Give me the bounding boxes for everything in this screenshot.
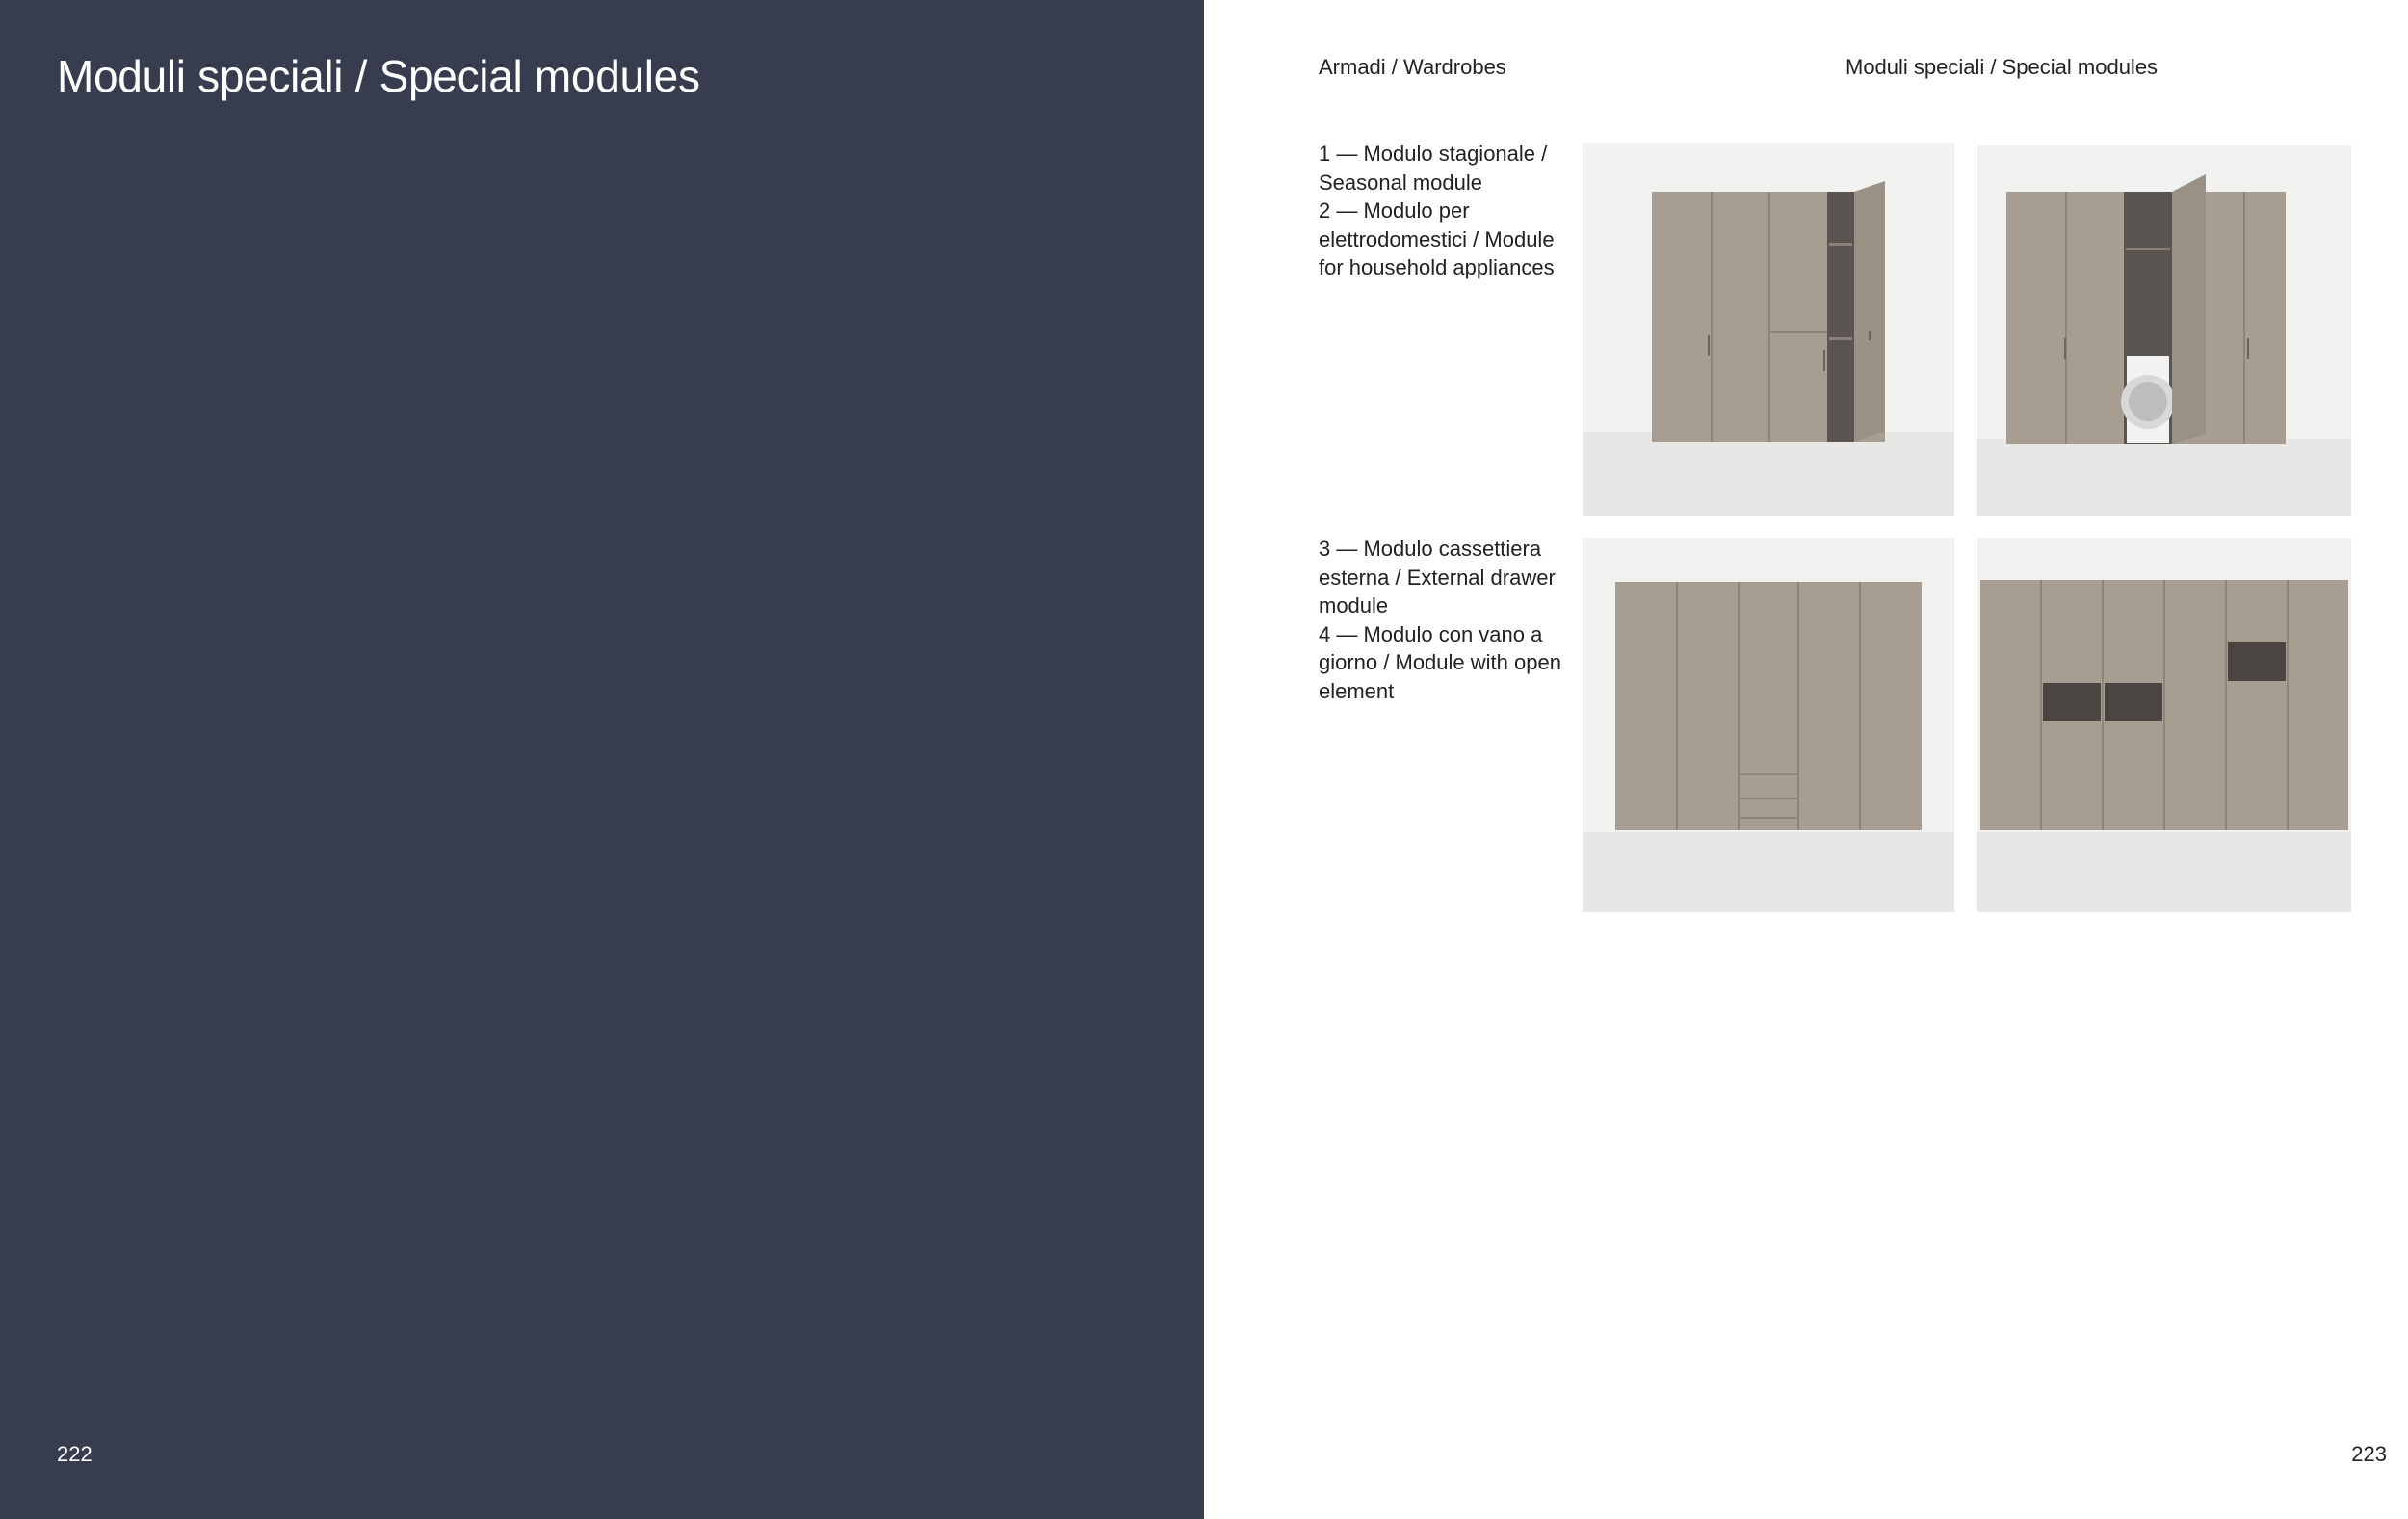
- photo-open-element-module: [1977, 538, 2351, 912]
- page-title: Moduli speciali / Special modules: [57, 51, 700, 101]
- page-number-right: 223: [2351, 1442, 2387, 1466]
- caption-line: 4 — Modulo con vano a giorno / Module with open element: [1319, 621, 1561, 703]
- running-head-section: Armadi / Wardrobes: [1319, 55, 1506, 79]
- photo-seasonal-module: [1583, 143, 1954, 516]
- page-number-left: 222: [57, 1442, 92, 1466]
- wardrobe-appliance-module-image: [1977, 145, 2351, 516]
- caption-modules-1-2: [1319, 140, 1579, 282]
- caption-line: 3 — Modulo cassettiera esterna / External drawer module: [1319, 537, 1556, 617]
- wardrobe-open-element-module-image: [1977, 538, 2351, 912]
- caption-modules-3-4: [1319, 535, 1579, 705]
- caption-line: 1 — Modulo stagionale / Seasonal module: [1319, 142, 1548, 195]
- wardrobe-external-drawer-module-image: [1583, 538, 1954, 912]
- caption-line: 2 — Modulo per elettrodomestici / Module for household appliances: [1319, 198, 1555, 279]
- photo-appliance-module: [1977, 145, 2351, 516]
- wardrobe-seasonal-module-image: [1583, 143, 1954, 516]
- right-page: [1204, 0, 2408, 1519]
- photo-external-drawer-module: [1583, 538, 1954, 912]
- running-head-chapter: Moduli speciali / Special modules: [1845, 55, 2159, 79]
